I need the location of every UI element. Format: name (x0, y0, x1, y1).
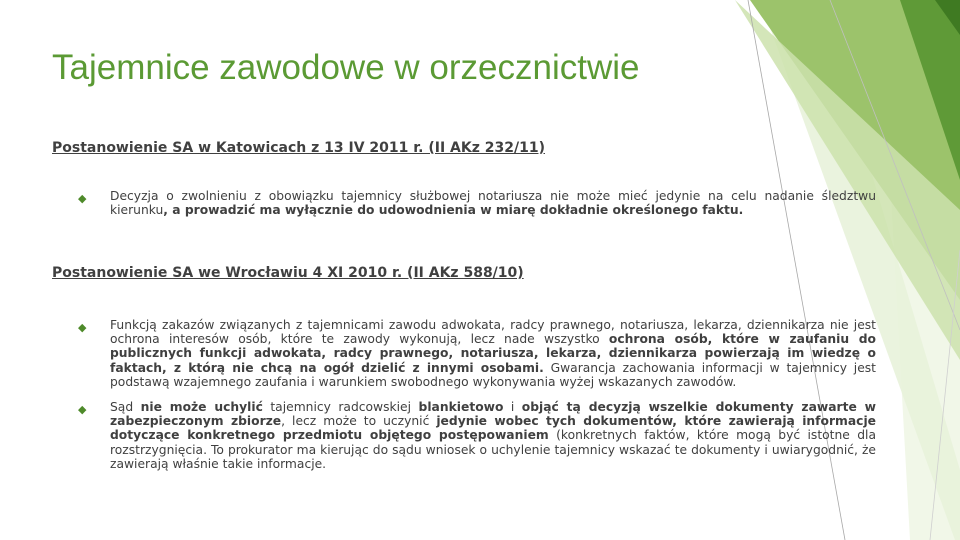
bullet-item-wroclaw-1 (78, 318, 876, 389)
bullet-text-segment: Decyzja o zwolnieniu z obowiązku tajemnicy służbowej notariusza nie może mieć jedynie na celu nadanie śledztwu kierunku (110, 189, 876, 218)
bullet-text-segment-bold: nie może uchylić (140, 400, 263, 414)
bullet-text-segment: Gwarancja zachowania informacji w tajemnicy jest podstawą wzajemnego zaufania i warunkiem swobodnego wykonywania wyżej wskazanych zawodów. (110, 360, 877, 389)
bullet-text-segment: tajemnicy radcowskiej (262, 400, 419, 414)
bullet-text-segment: Sąd (110, 400, 141, 414)
bullet-text-segment-bold: ochrona osób, które w zaufaniu do publicznych funkcji adwokata, radcy prawnego, notariusza, lekarza, dziennikarza powierzają im wiedzę o faktach, z którą nie chcą na ogół dzielić z innymi osobami. (110, 332, 876, 375)
bullet-item-katowice (78, 189, 876, 217)
section-heading-katowice: Postanowienie SA w Katowicach z 13 IV 2011 r. (II AKz 232/11) (52, 140, 545, 156)
bullet-text (110, 400, 876, 471)
bullet-text (110, 318, 876, 389)
diamond-bullet-icon: ◆ (78, 403, 87, 416)
bullet-text-segment-bold: jedynie wobec tych dokumentów, które zawierają informacje dotyczące konkretnego przedmiotu objętego postępowaniem (110, 414, 876, 443)
bullet-text-segment-bold: , a prowadzić ma wyłącznie do udowodnienia w miarę dokładnie określonego faktu. (163, 203, 744, 218)
bullet-text-segment-bold: objąć tą decyzją wszelkie dokumenty zawarte w zabezpieczonym zbiorze (110, 400, 877, 429)
bullet-text-segment: (konkretnych faktów, które mogą być istotne dla rozstrzygnięcia. To prokurator ma kierując do sądu wniosek o uchylenie tajemnicy wskazać te dokumenty i uwiarygodnić, że zawierają właśnie takie informacje. (110, 428, 876, 471)
bullet-text-segment: , lecz może to uczynić (281, 414, 437, 429)
bullet-text-segment: i (503, 400, 522, 414)
diamond-bullet-icon: ◆ (78, 192, 87, 205)
section-heading-wroclaw: Postanowienie SA we Wrocławiu 4 XI 2010 r. (II AKz 588/10) (52, 265, 524, 281)
bullet-text (110, 189, 876, 217)
bullet-text-segment: Funkcją zakazów związanych z tajemnicami zawodu adwokata, radcy prawnego, notariusza, lekarza, dziennikarza nie jest ochrona interesów osób, które te zawody wykonują, lecz nade wszystko (110, 318, 876, 347)
bullet-item-wroclaw-2 (78, 400, 876, 471)
slide-title: Tajemnice zawodowe w orzecznictwie (52, 48, 640, 87)
diamond-bullet-icon: ◆ (78, 321, 87, 334)
bullet-text-segment-bold: blankietowo (418, 400, 504, 414)
